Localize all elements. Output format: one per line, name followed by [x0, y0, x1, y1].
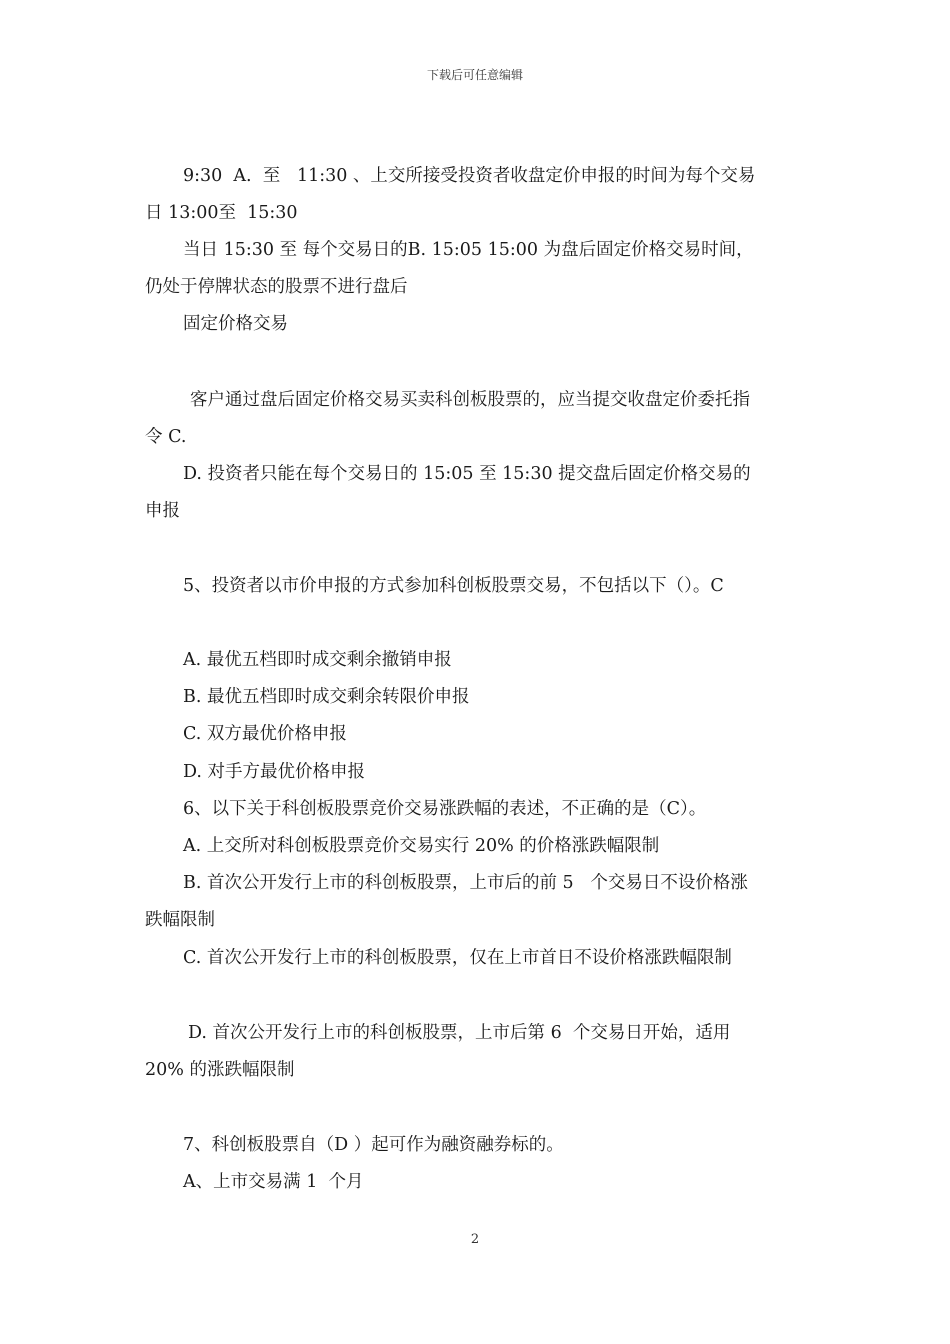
text-line: 7、科创板股票自（D ）起可作为融资融券标的。 [183, 1135, 564, 1155]
text-line: D. 首次公开发行上市的科创板股票，上市后第 6 个交易日开始，适用 [188, 1023, 731, 1043]
text-line: 跌幅限制 [145, 910, 215, 930]
text-line: 当日 15:30 至 每个交易日的B. 15:05 15:00 为盘后固定价格交易时间， [183, 240, 754, 260]
text-line: B. 首次公开发行上市的科创板股票，上市后的前 5 个交易日不设价格涨 [183, 873, 748, 893]
text-line: 令 C. [145, 427, 187, 447]
text-line: 固定价格交易 [183, 314, 288, 334]
text-line: C. 首次公开发行上市的科创板股票，仅在上市首日不设价格涨跌幅限制 [183, 948, 732, 968]
text-line: 6、以下关于科创板股票竞价交易涨跌幅的表述，不正确的是（C）。 [183, 799, 707, 819]
text-line: 客户通过盘后固定价格交易买卖科创板股票的，应当提交收盘定价委托指 [190, 390, 750, 410]
text-line: 日 13:00至 15:30 [145, 203, 298, 223]
text-line: B. 最优五档即时成交剩余转限价申报 [183, 687, 470, 707]
text-line: C. 双方最优价格申报 [183, 724, 347, 744]
page-header: 下载后可任意编辑 [426, 68, 523, 82]
text-line: 20% 的涨跌幅限制 [145, 1060, 295, 1080]
text-line: 5、投资者以市价申报的方式参加科创板股票交易，不包括以下（）。C [183, 576, 724, 596]
text-line: 9:30 A. 至 11:30 、上交所接受投资者收盘定价申报的时间为每个交易 [183, 166, 756, 186]
text-line: A. 最优五档即时成交剩余撤销申报 [183, 650, 452, 670]
text-line: A、上市交易满 1 个月 [183, 1172, 364, 1192]
page-number: 2 [470, 1232, 480, 1247]
text-line: D. 对手方最优价格申报 [183, 762, 366, 782]
text-line: A. 上交所对科创板股票竞价交易实行 20% 的价格涨跌幅限制 [183, 836, 660, 856]
text-line: 仍处于停牌状态的股票不进行盘后 [145, 277, 408, 297]
text-line: 申报 [145, 501, 180, 521]
text-line: D. 投资者只能在每个交易日的 15:05 至 15:30 提交盘后固定价格交易的 [183, 464, 751, 484]
